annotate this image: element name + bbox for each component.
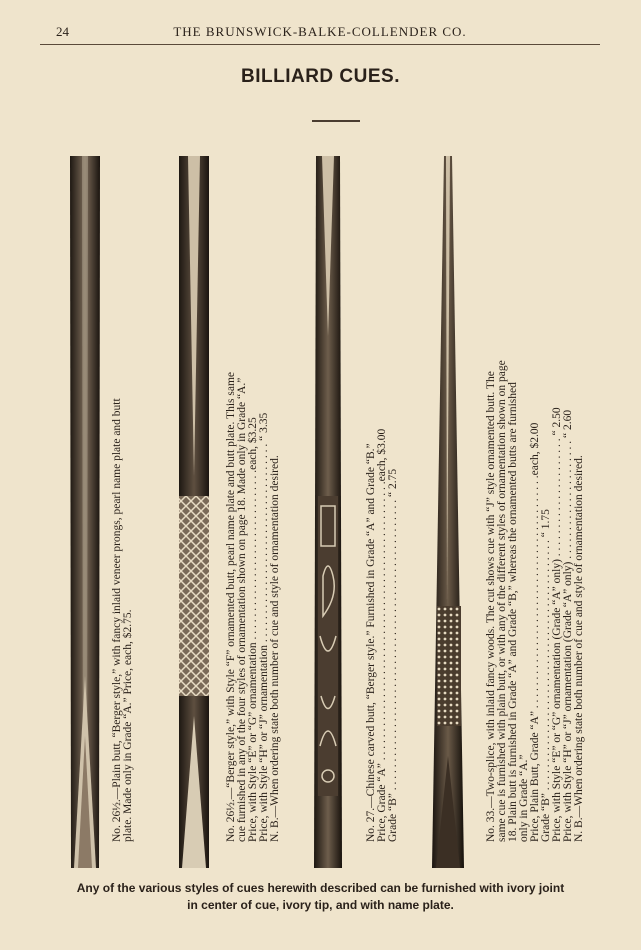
- description-line: same cue is furnished with plain butt, or with any of the different styles of ornamentation shown on page: [496, 360, 508, 842]
- description-line: Price, with Style “H” or “J” ornamentation . . . . . . . . . . . . . . . . . . . . . . . . . . . . . . . . . . . “ 3.35: [258, 412, 270, 842]
- cue-description-26a: [112, 398, 134, 842]
- cue-description-33: [486, 360, 585, 842]
- description-line: cue furnished in any of the four styles of ornamentation shown on page 18. Made only in Grade “A.”: [236, 377, 248, 842]
- description-line: plate. Made only in Grade “A.” Price, each, $2.75.: [122, 609, 134, 842]
- description-line: No. 26½.—“Berger style,” with Style “F” ornamented butt, pearl name plate and butt plate. This same: [225, 372, 237, 842]
- description-line: No. 26½.—Plain butt, “Berger style,” with fancy inlaid veneer prongs, pearl name plate and butt: [111, 398, 123, 842]
- title-rule: [312, 120, 360, 122]
- page-number: 24: [56, 24, 69, 39]
- description-line: Price, with Style “H” or “J” ornamentation (Grade “A” only) . . . . . . . . . . . . . . . . . . . . . “ 2.60: [562, 409, 574, 842]
- page-title: BILLIARD CUES.: [241, 66, 400, 87]
- cue-illustration-27: [312, 156, 344, 868]
- running-head: THE BRUNSWICK-BALKE-COLLENDER CO.: [173, 24, 467, 39]
- footer-line: in center of cue, ivory tip, and with name plate.: [187, 898, 454, 912]
- description-line: 18. Plain butt is furnished in Grade “A” and Grade “B,” whereas the ornamented butts are furnished: [507, 382, 519, 842]
- description-line: Price, Plain Butt, Grade “A” . . . . . . . . . . . . . . . . . . . . . . . . . . . . . . . . . . . . . . . . .each, $2.00: [529, 422, 541, 842]
- footer-line: Any of the various styles of cues herewith described can be furnished with ivory joint: [76, 881, 565, 895]
- cue-description-27: [366, 429, 399, 842]
- cue-illustration-26b: [176, 156, 212, 868]
- description-line: Price, with Style “E” or “G” ornamentation (Grade “A” only) . . . . . . . . . . . . . . . . . . . . . “ 2.50: [551, 407, 563, 842]
- description-line: N. B.—When ordering state both number of cue and style of ornamentation desired.: [573, 455, 585, 842]
- description-line: Grade “B” . . . . . . . . . . . . . . . . . . . . . . . . . . . . . . . . . . . . . . . . . . . . . . . . . . . “ 2.75: [387, 468, 399, 842]
- description-line: only in Grade “A.”: [518, 754, 530, 842]
- cue-description-26b: [226, 372, 281, 842]
- cue-illustration-26a: [68, 156, 102, 868]
- description-line: N. B.—When ordering state both number of cue and style of ornamentation desired.: [269, 455, 281, 842]
- description-line: No. 33.—Two-splice, with inlaid fancy woods. The cut shows cue with “J” style ornamented butt. The: [485, 371, 497, 842]
- page-header: [40, 24, 600, 45]
- cue-illustration-33: [430, 156, 464, 868]
- description-line: Price, Grade “A” . . . . . . . . . . . . . . . . . . . . . . . . . . . . . . . . . . . . . . . . . . . . . . . . .each, $3.00: [376, 428, 388, 842]
- description-line: Grade “B” . . . . . . . . . . . . . . . . . . . . . . . . . . . . . . . . . . . . . . . . . . . . “ 1.75: [540, 509, 552, 842]
- footer-note: [30, 880, 611, 914]
- description-line: No. 27.—Chinese carved butt, “Berger style.” Furnished in Grade “A” and Grade “B.”: [365, 443, 377, 842]
- description-line: Price, with Style “E” or “G” ornamentation . . . . . . . . . . . . . . . . . . . . . . . . . . . . . .each, $3.25: [247, 417, 259, 842]
